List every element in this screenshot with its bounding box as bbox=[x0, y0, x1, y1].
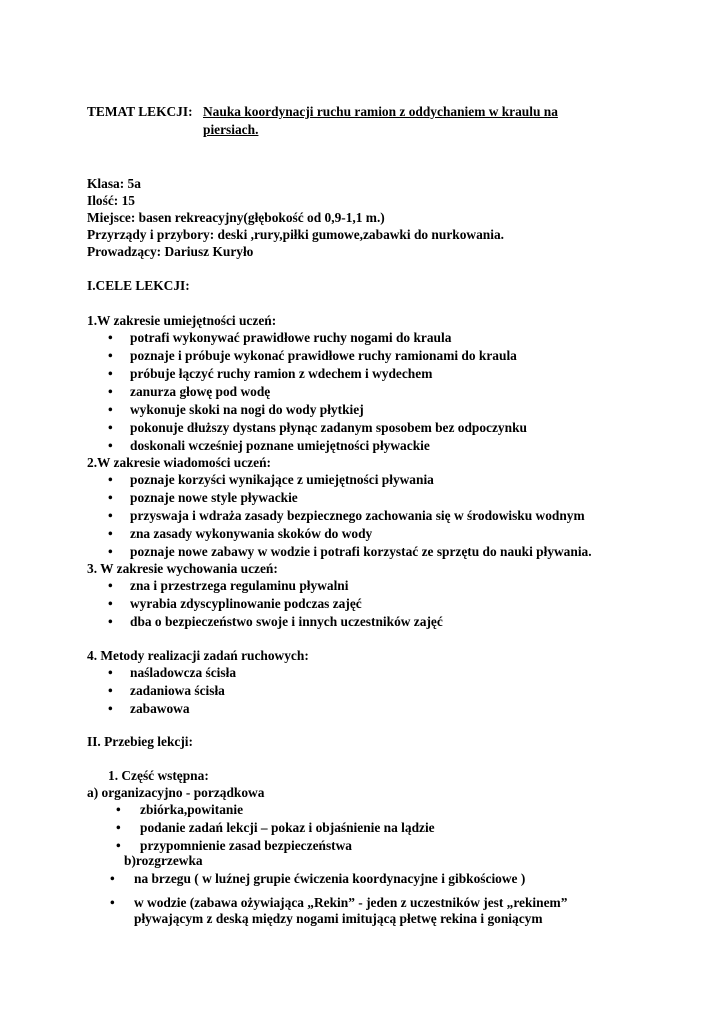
list-item: • przypomnienie zasad bezpieczeństwa bbox=[116, 838, 352, 853]
bullet-icon: • bbox=[108, 472, 113, 487]
bullet-icon: • bbox=[108, 384, 113, 399]
bullet-icon: • bbox=[116, 802, 121, 817]
section-skills-heading: 1.W zakresie umiejętności uczeń: bbox=[87, 313, 277, 328]
bullet-icon: • bbox=[108, 438, 113, 453]
bullet-icon: • bbox=[108, 366, 113, 381]
list-item: • poznaje nowe style pływackie bbox=[108, 490, 298, 505]
bullet-icon: • bbox=[108, 330, 113, 345]
section-knowledge-heading: 2.W zakresie wiadomości uczeń: bbox=[87, 455, 271, 470]
equipment-field: Przyrządy i przybory: deski ,rury,piłki gumowe,zabawki do nurkowania. bbox=[87, 227, 504, 242]
bullet-icon: • bbox=[116, 820, 121, 835]
bullet-icon: • bbox=[110, 895, 115, 910]
bullet-icon: • bbox=[108, 544, 113, 559]
bullet-icon: • bbox=[108, 614, 113, 629]
list-item: • wykonuje skoki na nogi do wody płytkiej bbox=[108, 402, 364, 417]
part-intro-heading: 1. Część wstępna: bbox=[108, 768, 209, 783]
list-item: • zadaniowa ścisła bbox=[108, 683, 225, 698]
bullet-icon: • bbox=[108, 526, 113, 541]
lesson-course-heading: II. Przebieg lekcji: bbox=[87, 734, 193, 749]
list-item: • poznaje i próbuje wykonać prawidłowe ruchy ramionami do kraula bbox=[108, 348, 517, 363]
goals-heading: I.CELE LEKCJI: bbox=[87, 278, 190, 293]
list-item: • podanie zadań lekcji – pokaz i objaśnienie na lądzie bbox=[116, 820, 435, 835]
list-item: • zna i przestrzega regulaminu pływalni bbox=[108, 578, 349, 593]
place-field: Miejsce: basen rekreacyjny(głębokość od 0,9-1,1 m.) bbox=[87, 210, 385, 225]
topic-title-line2: piersiach. bbox=[203, 122, 259, 137]
list-item: • na brzegu ( w luźnej grupie ćwiczenia koordynacyjne i gibkościowe ) bbox=[110, 871, 526, 886]
topic-title-line1: Nauka koordynacji ruchu ramion z oddychaniem w kraulu na bbox=[203, 104, 558, 119]
list-item: • potrafi wykonywać prawidłowe ruchy nogami do kraula bbox=[108, 330, 452, 345]
count-field: Ilość: 15 bbox=[87, 193, 135, 208]
list-item: • poznaje nowe zabawy w wodzie i potrafi korzystać ze sprzętu do nauki pływania. bbox=[108, 544, 592, 559]
bullet-icon: • bbox=[108, 701, 113, 716]
teacher-field: Prowadzący: Dariusz Kuryło bbox=[87, 244, 254, 259]
list-item: • próbuje łączyć ruchy ramion z wdechem i wydechem bbox=[108, 366, 433, 381]
list-item: • w wodzie (zabawa ożywiająca „Rekin” - jeden z uczestników jest „rekinem” bbox=[110, 895, 568, 910]
list-item: • wyrabia zdyscyplinowanie podczas zajęć bbox=[108, 596, 362, 611]
list-item: • pokonuje dłuższy dystans płynąc zadanym sposobem bez odpoczynku bbox=[108, 420, 527, 435]
list-item: • przyswaja i wdraża zasady bezpiecznego zachowania się w środowisku wodnym bbox=[108, 508, 585, 523]
topic-label: TEMAT LEKCJI: bbox=[87, 104, 193, 119]
bullet-icon: • bbox=[108, 578, 113, 593]
list-item: • zna zasady wykonywania skoków do wody bbox=[108, 526, 373, 541]
list-item: • naśladowcza ścisła bbox=[108, 665, 237, 680]
warmup-heading: b)rozgrzewka bbox=[124, 853, 203, 868]
list-item-continuation: pływającym z deską między nogami imitującą płetwę rekina i goniącym bbox=[134, 911, 543, 926]
organizational-heading: a) organizacyjno - porządkowa bbox=[87, 785, 265, 800]
bullet-icon: • bbox=[108, 665, 113, 680]
bullet-icon: • bbox=[108, 508, 113, 523]
bullet-icon: • bbox=[108, 490, 113, 505]
list-item: • doskonali wcześniej poznane umiejętności pływackie bbox=[108, 438, 430, 453]
bullet-icon: • bbox=[116, 838, 121, 853]
list-item: • zabawowa bbox=[108, 701, 190, 716]
bullet-icon: • bbox=[108, 348, 113, 363]
list-item: • zbiórka,powitanie bbox=[116, 802, 244, 817]
bullet-icon: • bbox=[110, 871, 115, 886]
bullet-icon: • bbox=[108, 683, 113, 698]
bullet-icon: • bbox=[108, 420, 113, 435]
bullet-icon: • bbox=[108, 402, 113, 417]
list-item: • poznaje korzyści wynikające z umiejętności pływania bbox=[108, 472, 434, 487]
section-methods-heading: 4. Metody realizacji zadań ruchowych: bbox=[87, 648, 309, 663]
list-item: • dba o bezpieczeństwo swoje i innych uczestników zajęć bbox=[108, 614, 443, 629]
bullet-icon: • bbox=[108, 596, 113, 611]
class-field: Klasa: 5a bbox=[87, 176, 141, 191]
list-item: • zanurza głowę pod wodę bbox=[108, 384, 271, 399]
section-upbringing-heading: 3. W zakresie wychowania uczeń: bbox=[87, 561, 278, 576]
